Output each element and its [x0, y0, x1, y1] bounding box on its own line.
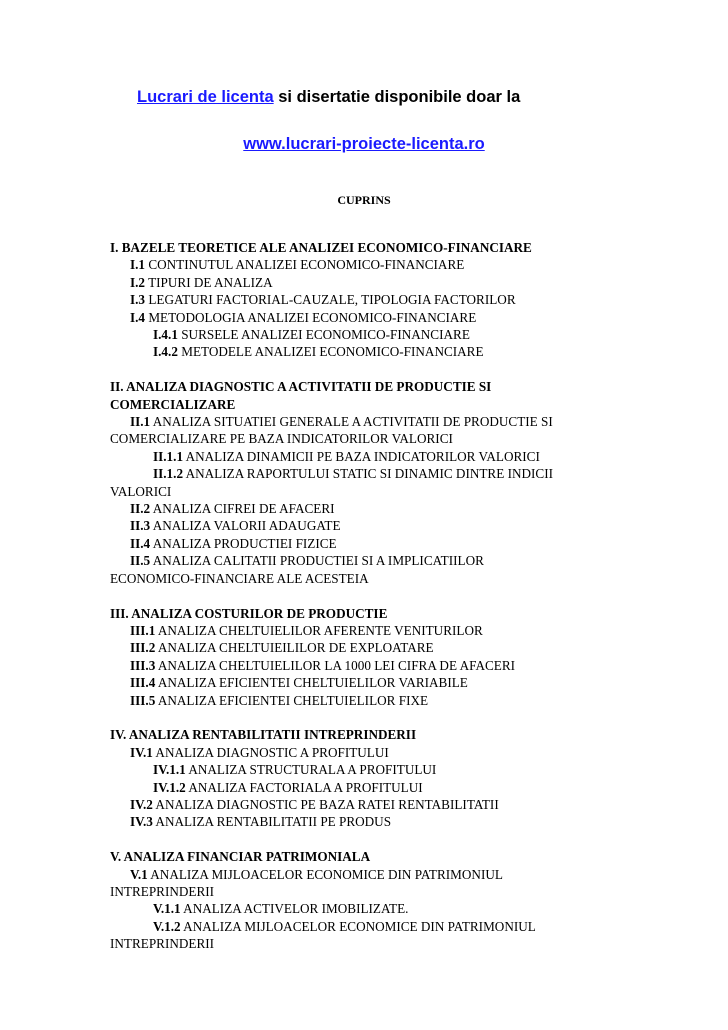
toc-entry-text: INTREPRINDERII	[110, 936, 215, 952]
toc-entry-text: ANALIZA RAPORTULUI STATIC SI DINAMIC DINTRE INDICII	[183, 466, 553, 482]
toc-entry	[110, 256, 630, 273]
toc-entry-number: III.1	[130, 622, 156, 638]
toc-entry-number: V.1	[130, 866, 148, 882]
toc-entry-number: I.4.2	[153, 344, 178, 360]
toc-entry-text: V. ANALIZA FINANCIAR PATRIMONIALA	[110, 849, 371, 865]
toc-entry-number: IV.1.1	[153, 762, 186, 778]
toc-section-heading	[110, 378, 630, 395]
toc-entry-number: IV.1	[130, 744, 153, 760]
toc-entry	[110, 291, 630, 308]
header-line-1	[137, 88, 728, 107]
toc-entry-text: ANALIZA EFICIENTEI CHELTUIELILOR VARIABILE	[155, 675, 468, 691]
table-of-contents	[110, 239, 630, 953]
toc-entry-text: IV. ANALIZA RENTABILITATII INTREPRINDERII	[110, 727, 417, 743]
toc-entry-text: ANALIZA CHELTUIELILOR LA 1000 LEI CIFRA DE AFACERI	[155, 657, 516, 673]
toc-entry-number: I.4	[130, 309, 146, 325]
toc-entry-text: LEGATURI FACTORIAL-CAUZALE, TIPOLOGIA FACTORILOR	[145, 292, 516, 308]
toc-entry-text: CONTINUTUL ANALIZEI ECONOMICO-FINANCIARE	[145, 257, 465, 273]
toc-entry-text: VALORICI	[110, 483, 172, 499]
toc-entry-text: COMERCIALIZARE	[110, 396, 236, 412]
toc-entry-number: I.4.1	[153, 327, 178, 343]
header-line-1-text: si disertatie disponibile doar la	[273, 88, 521, 106]
toc-entry-text: ANALIZA MIJLOACELOR ECONOMICE DIN PATRIMONIUL	[180, 918, 536, 934]
website-link[interactable]: www.lucrari-proiecte-licenta.ro	[243, 135, 485, 153]
toc-entry-text: ANALIZA DINAMICII PE BAZA INDICATORILOR VALORICI	[183, 448, 540, 464]
toc-entry-number: III.5	[130, 692, 156, 708]
toc-entry	[110, 935, 630, 952]
toc-entry	[110, 500, 630, 517]
toc-entry-number: II.5	[130, 553, 151, 569]
toc-section-heading	[110, 239, 630, 256]
toc-entry	[110, 326, 630, 343]
toc-entry-text: ANALIZA CHELTUIELILOR AFERENTE VENITURILOR	[155, 622, 483, 638]
toc-entry	[110, 692, 630, 709]
toc-entry-text: SURSELE ANALIZEI ECONOMICO-FINANCIARE	[177, 327, 470, 343]
toc-entry	[110, 343, 630, 360]
toc-entry	[110, 570, 630, 587]
toc-entry-number: I.3	[130, 292, 146, 308]
toc-entry-number: II.3	[130, 518, 151, 534]
toc-entry	[110, 430, 630, 447]
toc-entry	[110, 274, 630, 291]
header-line-2	[0, 135, 728, 154]
toc-section-heading	[110, 605, 630, 622]
toc-entry-text: INTREPRINDERII	[110, 883, 215, 899]
toc-entry	[110, 657, 630, 674]
toc-entry	[110, 674, 630, 691]
toc-entry-text: ANALIZA MIJLOACELOR ECONOMICE DIN PATRIMONIUL	[147, 866, 503, 882]
toc-entry-text: ANALIZA ACTIVELOR IMOBILIZATE.	[180, 901, 409, 917]
toc-section-heading	[110, 848, 630, 865]
toc-entry-text: III. ANALIZA COSTURILOR DE PRODUCTIE	[110, 605, 388, 621]
licenta-link[interactable]: Lucrari de licenta	[137, 88, 274, 106]
toc-entry-text: METODELE ANALIZEI ECONOMICO-FINANCIARE	[177, 344, 484, 360]
toc-entry-text: ECONOMICO-FINANCIARE ALE ACESTEIA	[110, 570, 369, 586]
toc-entry-text: TIPURI DE ANALIZA	[145, 274, 273, 290]
toc-entry-text: ANALIZA EFICIENTEI CHELTUIELILOR FIXE	[155, 692, 429, 708]
toc-entry-text: ANALIZA STRUCTURALA A PROFITULUI	[185, 762, 437, 778]
toc-entry	[110, 622, 630, 639]
toc-entry-text: COMERCIALIZARE PE BAZA INDICATORILOR VALORICI	[110, 431, 453, 447]
toc-entry	[110, 813, 630, 830]
toc-entry	[110, 918, 630, 935]
toc-entry	[110, 413, 630, 430]
toc-entry-text: ANALIZA FACTORIALA A PROFITULUI	[185, 779, 423, 795]
toc-section-heading	[110, 396, 630, 413]
toc-entry-number: III.4	[130, 675, 156, 691]
toc-entry-number: II.1.1	[153, 448, 184, 464]
toc-entry	[110, 483, 630, 500]
toc-entry-text: II. ANALIZA DIAGNOSTIC A ACTIVITATII DE PRODUCTIE SI	[110, 379, 492, 395]
toc-entry-text: ANALIZA CHELTUIEILILOR DE EXPLOATARE	[155, 640, 434, 656]
toc-entry-text: ANALIZA PRODUCTIEI FIZICE	[150, 535, 337, 551]
toc-entry-number: IV.2	[130, 796, 153, 812]
toc-entry	[110, 639, 630, 656]
toc-entry	[110, 900, 630, 917]
page-title: CUPRINS	[337, 193, 391, 207]
toc-entry	[110, 761, 630, 778]
toc-entry-text: ANALIZA RENTABILITATII PE PRODUS	[152, 814, 392, 830]
toc-entry-number: II.4	[130, 535, 151, 551]
toc-entry-text: ANALIZA CIFREI DE AFACERI	[150, 501, 335, 517]
toc-entry-number: V.1.1	[153, 901, 181, 917]
toc-entry	[110, 465, 630, 482]
toc-entry-number: II.2	[130, 501, 151, 517]
toc-entry-number: II.1.2	[153, 466, 184, 482]
toc-entry	[110, 535, 630, 552]
toc-entry-text: I. BAZELE TEORETICE ALE ANALIZEI ECONOMICO-FINANCIARE	[110, 240, 532, 255]
toc-entry-text: ANALIZA DIAGNOSTIC PE BAZA RATEI RENTABILITATII	[152, 796, 499, 812]
toc-entry-number: III.2	[130, 640, 156, 656]
toc-entry-number: I.1	[130, 257, 146, 273]
toc-entry	[110, 796, 630, 813]
toc-entry-number: II.1	[130, 414, 151, 430]
toc-entry-number: V.1.2	[153, 918, 181, 934]
toc-section-heading	[110, 726, 630, 743]
toc-entry	[110, 779, 630, 796]
toc-entry	[110, 866, 630, 883]
toc-entry-text: ANALIZA DIAGNOSTIC A PROFITULUI	[152, 744, 389, 760]
toc-entry-number: IV.1.2	[153, 779, 186, 795]
toc-entry	[110, 552, 630, 569]
toc-entry	[110, 517, 630, 534]
toc-entry-text: ANALIZA VALORII ADAUGATE	[150, 518, 341, 534]
toc-entry-text: ANALIZA SITUATIEI GENERALE A ACTIVITATII DE PRODUCTIE SI	[150, 414, 553, 430]
toc-entry-number: III.3	[130, 657, 156, 673]
toc-entry-text: ANALIZA CALITATII PRODUCTIEI SI A IMPLICATIILOR	[150, 553, 484, 569]
toc-entry	[110, 744, 630, 761]
toc-entry	[110, 448, 630, 465]
toc-entry-text: METODOLOGIA ANALIZEI ECONOMICO-FINANCIARE	[145, 309, 477, 325]
toc-entry-number: I.2	[130, 274, 146, 290]
toc-entry-number: IV.3	[130, 814, 153, 830]
toc-entry	[110, 309, 630, 326]
toc-entry	[110, 883, 630, 900]
